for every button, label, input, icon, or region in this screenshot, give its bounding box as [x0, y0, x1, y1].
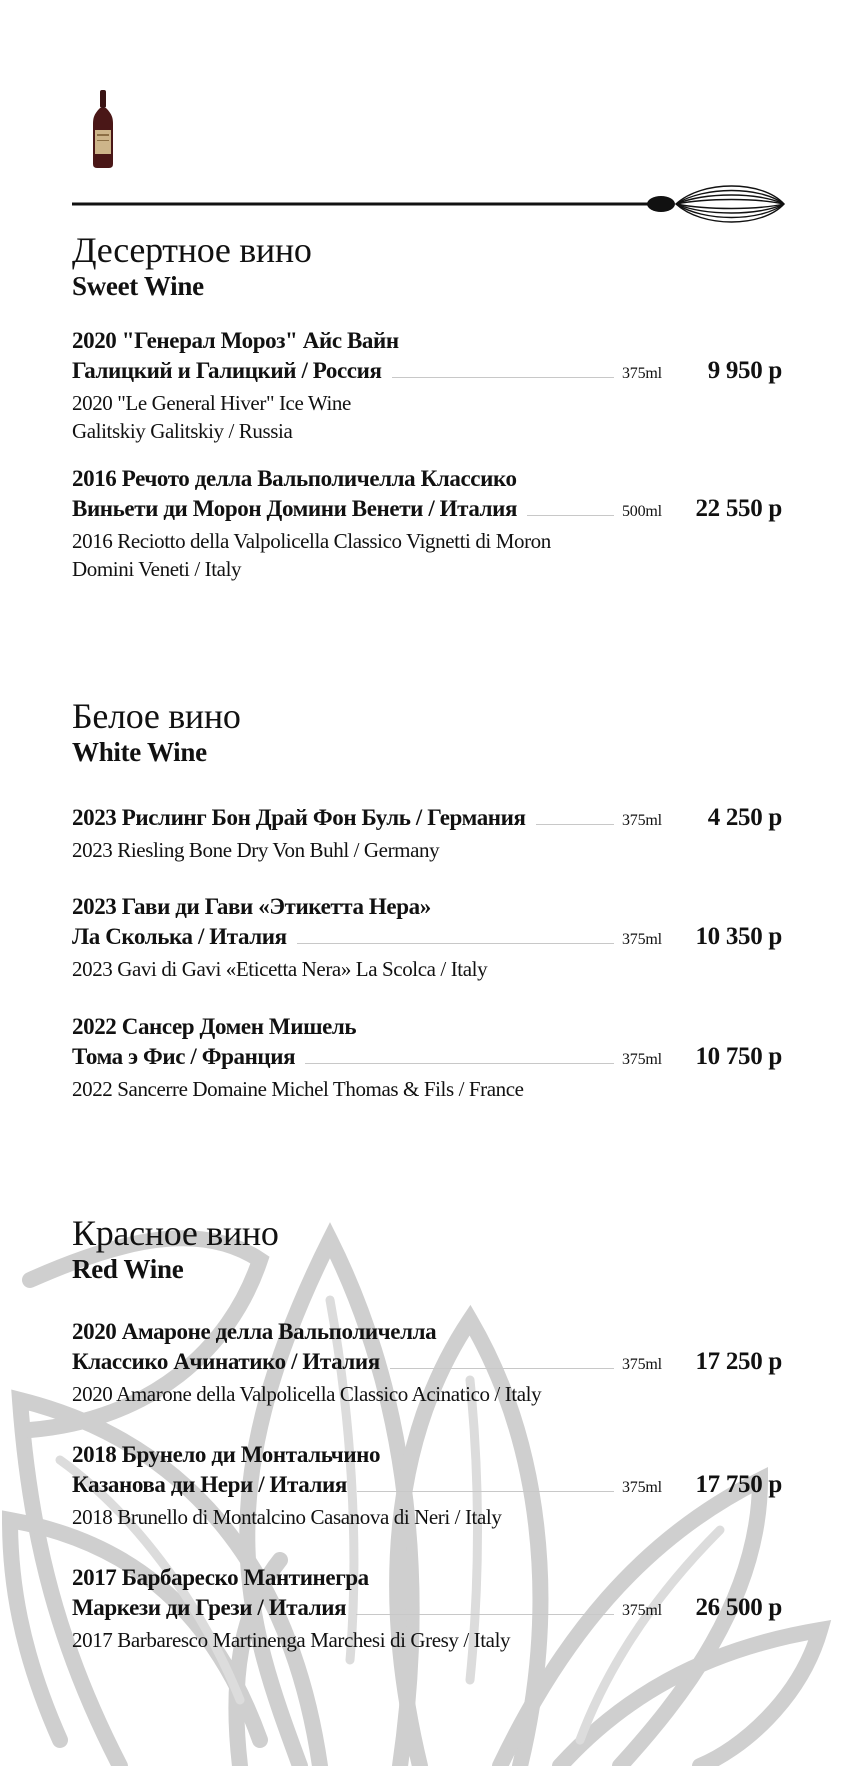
wine-volume: 375ml — [622, 812, 662, 829]
wine-volume: 500ml — [622, 503, 662, 520]
section-title-ru: Белое вино — [72, 696, 241, 736]
wine-price: 9 950 р — [707, 357, 782, 384]
wine-name-en: 2017 Barbaresco Martinenga Marchesi di Gresy / Italy — [72, 1628, 511, 1652]
wine-name-ru-line — [72, 922, 782, 955]
wine-name-en: 2018 Brunello di Montalcino Casanova di Neri / Italy — [72, 1505, 502, 1529]
wine-item — [72, 892, 782, 983]
wine-name-ru: 2022 Сансер Домен Мишель — [72, 1014, 357, 1039]
wine-item — [72, 464, 782, 583]
wine-name-en: 2023 Riesling Bone Dry Von Buhl / Germany — [72, 838, 440, 862]
wine-name-ru-line — [72, 1347, 782, 1380]
leader-line — [356, 1613, 614, 1615]
section-title-ru: Красное вино — [72, 1213, 279, 1253]
wine-name-ru: 2018 Брунело ди Монтальчино — [72, 1442, 381, 1467]
wine-name-ru: 2016 Речото делла Вальполичелла Классико — [72, 466, 517, 491]
wine-name-en: 2020 Amarone della Valpolicella Classico Acinatico / Italy — [72, 1382, 542, 1406]
wine-name-ru-line — [72, 1593, 782, 1626]
wine-name-ru: Маркези ди Грези / Италия — [72, 1595, 347, 1620]
wine-price: 4 250 р — [707, 804, 782, 831]
wine-name-ru: 2020 "Генерал Мороз" Айс Вайн — [72, 328, 399, 353]
wine-item — [72, 326, 782, 445]
wine-name-en: 2020 "Le General Hiver" Ice Wine — [72, 391, 351, 415]
wine-name-en: Domini Veneti / Italy — [72, 557, 242, 581]
section-sweet-wine — [72, 230, 782, 302]
wine-name-ru-line — [72, 803, 782, 836]
divider-ornament — [72, 178, 790, 238]
section-title-ru: Десертное вино — [72, 230, 312, 270]
wine-name-en: Galitskiy Galitskiy / Russia — [72, 419, 293, 443]
wine-name-ru: Казанова ди Нери / Италия — [72, 1472, 347, 1497]
wine-price: 17 750 р — [695, 1471, 782, 1498]
wine-name-ru: 2023 Гави ди Гави «Этикетта Нера» — [72, 894, 431, 919]
wine-name-en: 2023 Gavi di Gavi «Eticetta Nera» La Scolca / Italy — [72, 957, 488, 981]
wine-price: 17 250 р — [695, 1348, 782, 1375]
wine-price: 10 750 р — [695, 1043, 782, 1070]
wine-name-ru: 2017 Барбареско Мантинегра — [72, 1565, 369, 1590]
wine-price: 10 350 р — [695, 923, 782, 950]
section-title-en: Red Wine — [72, 1254, 184, 1284]
wine-name-ru: Классико Ачинатико / Италия — [72, 1349, 380, 1374]
section-title-en: White Wine — [72, 737, 207, 767]
wine-name-ru: Виньети ди Морон Домини Венети / Италия — [72, 496, 518, 521]
wine-name-ru-line — [72, 1470, 782, 1503]
wine-name-ru-line — [72, 356, 782, 389]
wine-item — [72, 1563, 782, 1654]
wine-item — [72, 803, 782, 864]
section-red-wine — [72, 1213, 782, 1285]
wine-volume: 375ml — [622, 1356, 662, 1373]
wine-price: 26 500 р — [695, 1594, 782, 1621]
wine-price: 22 550 р — [695, 495, 782, 522]
wine-name-ru: Галицкий и Галицкий / Россия — [72, 358, 382, 383]
wine-bottle-icon — [92, 90, 114, 168]
wine-volume: 375ml — [622, 1051, 662, 1068]
leader-line — [527, 514, 614, 516]
leader-line — [297, 942, 614, 944]
leader-line — [357, 1490, 614, 1492]
wine-name-ru: 2023 Рислинг Бон Драй Фон Буль / Германия — [72, 805, 526, 830]
leader-line — [390, 1367, 614, 1369]
leader-line — [536, 823, 614, 825]
leader-line — [392, 376, 615, 378]
wine-volume: 375ml — [622, 365, 662, 382]
wine-item — [72, 1440, 782, 1531]
wine-name-ru: 2020 Амароне делла Вальполичелла — [72, 1319, 437, 1344]
wine-volume: 375ml — [622, 1602, 662, 1619]
wine-name-ru-line — [72, 494, 782, 527]
wine-name-ru-line — [72, 1042, 782, 1075]
wine-name-ru: Ла Сколька / Италия — [72, 924, 287, 949]
wine-name-ru: Тома э Фис / Франция — [72, 1044, 296, 1069]
wine-item — [72, 1317, 782, 1408]
section-title-en: Sweet Wine — [72, 271, 204, 301]
wine-volume: 375ml — [622, 931, 662, 948]
wine-volume: 375ml — [622, 1479, 662, 1496]
leader-line — [305, 1062, 614, 1064]
wine-name-en: 2022 Sancerre Domaine Michel Thomas & Fils / France — [72, 1077, 524, 1101]
section-white-wine — [72, 696, 782, 768]
wine-item — [72, 1012, 782, 1103]
wine-name-en: 2016 Reciotto della Valpolicella Classico Vignetti di Moron — [72, 529, 551, 553]
